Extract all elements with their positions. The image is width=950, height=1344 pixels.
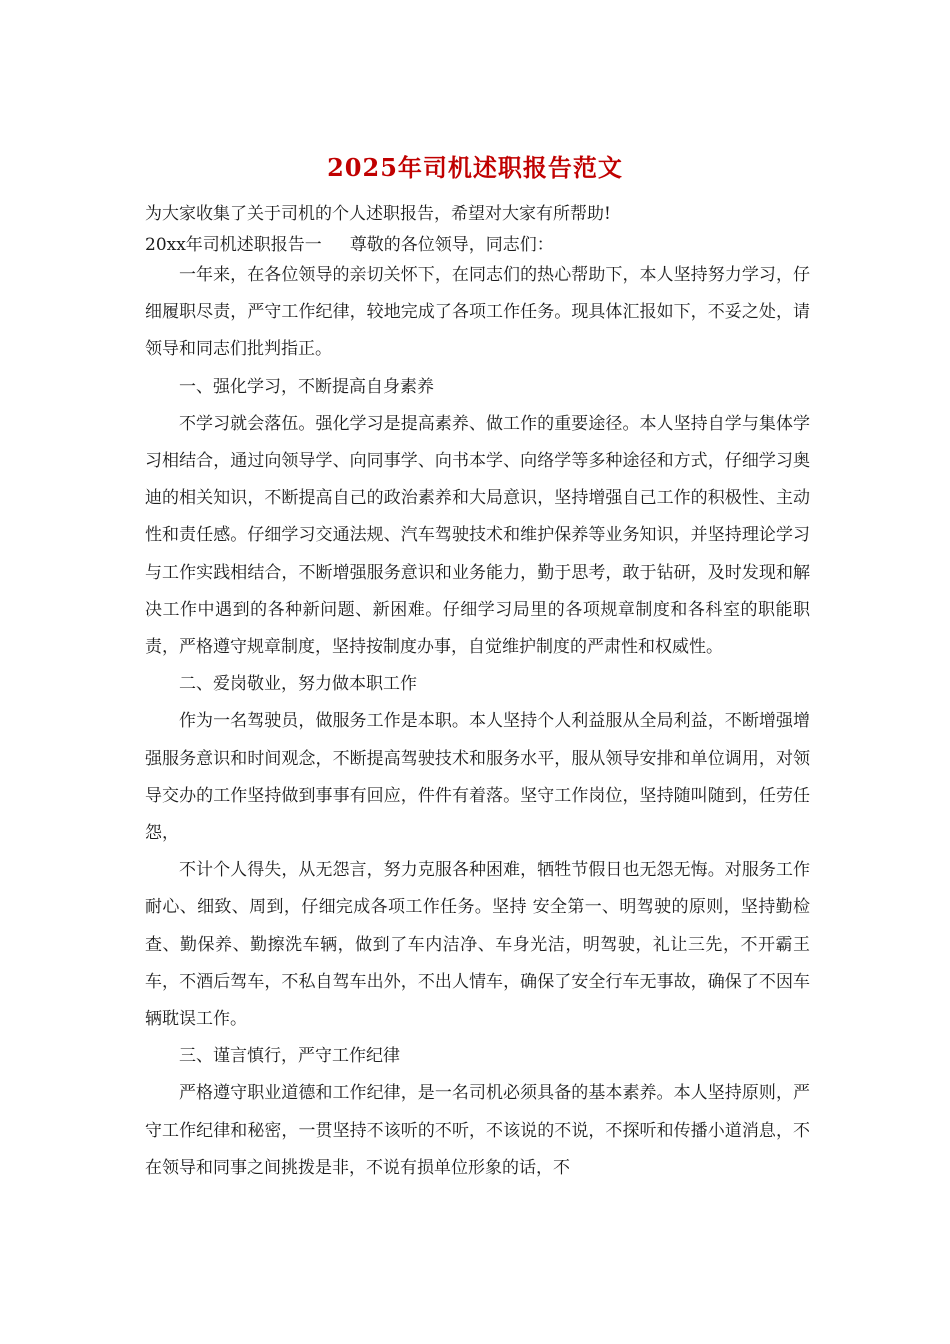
section-heading: 一、强化学习，不断提高自身素养 — [179, 376, 434, 397]
paragraph: 作为一名驾驶员，做服务工作是本职。本人坚持个人利益服从全局利益，不断增强增强服务意识和时间观念，不断提高驾驶技术和服务水平，服从领导安排和单位调用，对领导交办的工作坚持做到事事有回应，件件有着落。坚守工作岗位，坚持随叫随到，任劳任怨， — [145, 711, 810, 844]
paragraph: 一年来，在各位领导的亲切关怀下，在同志们的热心帮助下，本人坚持努力学习，仔细履职尽责，严守工作纪律，较地完成了各项工作任务。现具体汇报如下，不妥之处，请领导和同志们批判指正。 — [145, 265, 810, 360]
sub-heading: 20xx年司机述职报告一 — [145, 235, 322, 255]
paragraph: 不计个人得失，从无怨言，努力克服各种困难，牺牲节假日也无怨无悔。对服务工作耐心、细致、周到，仔细完成各项工作任务。坚持 安全第一、明驾驶的原则，坚持勤检查、勤保养、勤擦洗车辆，做到了车内洁净、车身光洁，明驾驶，礼让三先，不开霸王车，不酒后驾车，不私自驾车出外，不出人情车，确保了安全行车无事故，确保了不因车辆耽误工作。 — [145, 860, 810, 1030]
intro-line: 为大家收集了关于司机的个人述职报告，希望对大家有所帮助! — [145, 204, 611, 224]
paragraph: 严格遵守职业道德和工作纪律，是一名司机必须具备的基本素养。本人坚持原则，严守工作纪律和秘密，一贯坚持不该听的不听，不该说的不说，不探听和传播小道消息，不在领导和同事之间挑拨是非，不说有损单位形象的话，不 — [145, 1083, 810, 1178]
document-body — [145, 257, 810, 1187]
section-heading: 三、谨言慎行，严守工作纪律 — [179, 1046, 400, 1067]
salutation: 尊敬的各位领导，同志们： — [349, 235, 554, 255]
document-title: 2025年司机述职报告范文 — [327, 153, 623, 182]
paragraph: 不学习就会落伍。强化学习是提高素养、做工作的重要途径。本人坚持自学与集体学习相结合，通过向领导学、向同事学、向书本学、向络学等多种途径和方式，仔细学习奥迪的相关知识，不断提高自己的政治素养和大局意识，坚持增强自己工作的积极性、主动性和责任感。仔细学习交通法规、汽车驾驶技术和维护保养等业务知识，并坚持理论学习与工作实践相结合，不断增强服务意识和业务能力，勤于思考，敢于钻研，及时发现和解决工作中遇到的各种新问题、新困难。仔细学习局里的各项规章制度和各科室的职能职责，严格遵守规章制度，坚持按制度办事，自觉维护制度的严肃性和权威性。 — [145, 413, 810, 658]
section-heading: 二、爱岗敬业，努力做本职工作 — [179, 674, 417, 695]
subheading-line — [145, 231, 554, 259]
